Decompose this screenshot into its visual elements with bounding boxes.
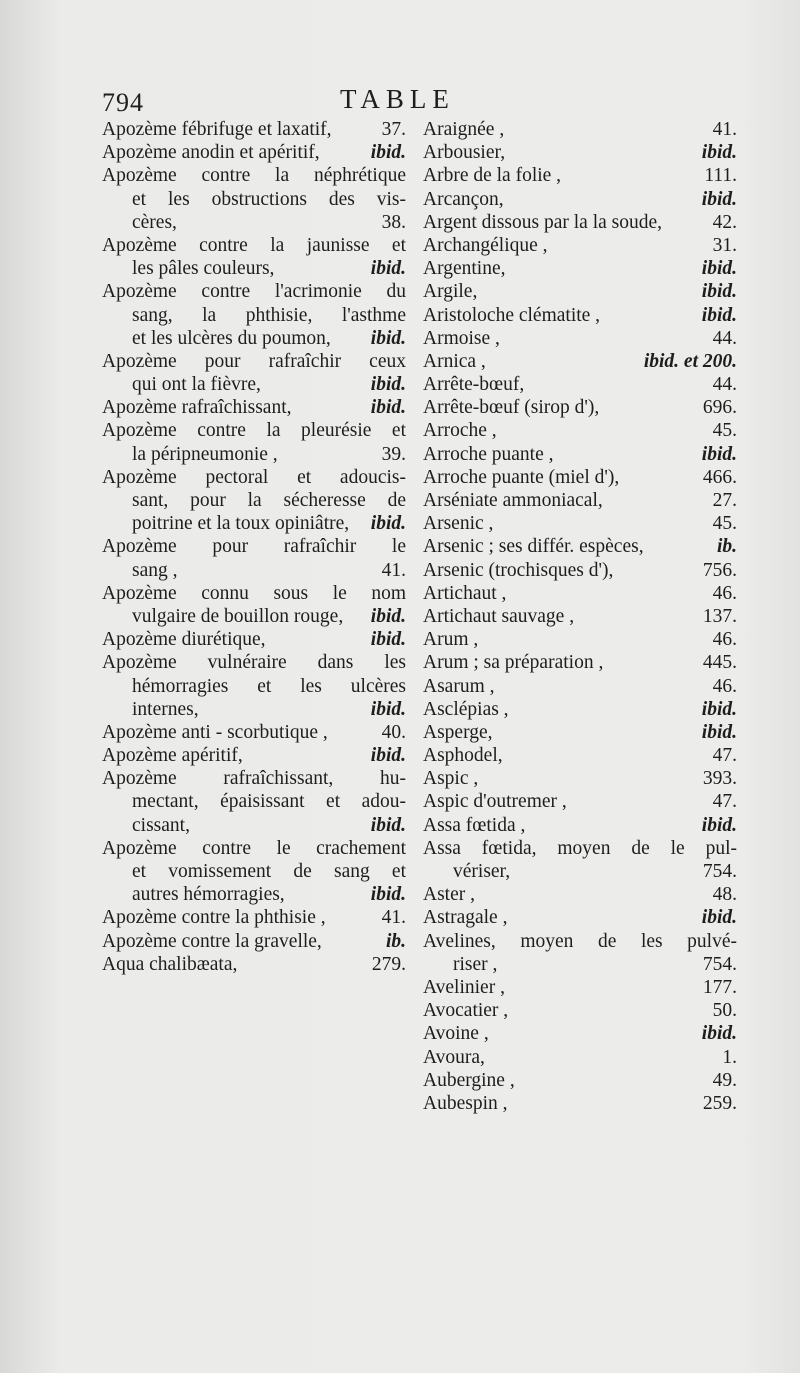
page-number: 794 (102, 88, 144, 117)
index-entry (423, 1092, 737, 1115)
entry-text: Arrête-bœuf (sirop d'), (423, 397, 600, 419)
index-entry (423, 466, 737, 489)
index-entry (423, 141, 737, 164)
index-entry (423, 280, 737, 303)
entry-text: Apozème rafraîchissant, (102, 397, 292, 419)
index-entry (423, 1069, 737, 1092)
index-entry (102, 721, 406, 744)
page-reference: 46. (712, 675, 737, 697)
entry-text: cissant, (132, 814, 190, 836)
entry-text: Avelines, moyen de les pulvé- (423, 930, 737, 952)
entry-text: sang , (132, 559, 178, 581)
entry-text: Aspic , (423, 768, 479, 790)
index-entry (102, 350, 406, 396)
index-entry (423, 814, 737, 837)
page-reference: ibid. (370, 745, 406, 767)
index-entry (423, 304, 737, 327)
entry-text: Apozème diurétique, (102, 629, 266, 651)
page-reference: 38. (381, 211, 406, 233)
entry-text: Aubergine , (423, 1069, 515, 1091)
page-reference: ibid. (701, 907, 737, 929)
page-reference: ibid. (701, 721, 737, 743)
index-entry (102, 141, 406, 164)
entry-text: vulgaire de bouillon rouge, (132, 605, 344, 627)
page-reference: 259. (702, 1092, 737, 1114)
entry-text: Archangélique , (423, 234, 548, 256)
entry-text: Arum ; sa préparation , (423, 652, 604, 674)
index-entry (423, 767, 737, 790)
index-entry (423, 443, 737, 466)
index-entry (102, 164, 406, 234)
index-entry (102, 930, 406, 953)
entry-text: Argile, (423, 281, 478, 303)
entry-text: Assa fœtida, moyen de le pul- (423, 837, 737, 859)
page-reference: 177. (702, 976, 737, 998)
page-reference: ibid. (370, 605, 406, 627)
page-reference: 27. (712, 490, 737, 511)
entry-text: Apozème pour rafraîchir le (102, 536, 406, 558)
page-reference: 40. (381, 721, 406, 743)
entry-text: Arcançon, (423, 188, 504, 210)
page-reference: ibid. (701, 281, 737, 303)
entry-text: Avelinier , (423, 976, 505, 998)
entry-text: Arséniate ammoniacal, (423, 490, 603, 511)
entry-text: Artichaut sauvage , (423, 605, 575, 627)
page-reference: 393. (702, 768, 737, 790)
index-entry (102, 906, 406, 929)
entry-text: Apozème contre la phthisie , (102, 907, 326, 929)
index-column-left (102, 118, 406, 976)
index-entry (102, 628, 406, 651)
entry-text: Apozème contre le crachement (102, 837, 406, 859)
index-entry (423, 164, 737, 187)
page-reference: 31. (712, 234, 737, 256)
entry-text: Arrête-bœuf, (423, 374, 525, 396)
index-entry (423, 350, 737, 373)
entry-text: Apozème contre la néphrétique (102, 165, 406, 187)
page-reference: 47. (712, 791, 737, 813)
index-entry (423, 535, 737, 558)
entry-text: Arsenic ; ses différ. espèces, (423, 536, 644, 558)
index-entry (423, 906, 737, 929)
entry-text: Arsenic (trochisques d'), (423, 559, 614, 581)
page-reference: 42. (712, 211, 737, 233)
entry-text: Astragale , (423, 907, 508, 929)
page-reference: 47. (712, 745, 737, 767)
index-entry (102, 118, 406, 141)
page-reference: 696. (702, 397, 737, 419)
index-entry (102, 651, 406, 721)
index-entry (423, 512, 737, 535)
index-entry (423, 327, 737, 350)
index-entry (102, 396, 406, 419)
entry-text: Apozème contre la gravelle, (102, 930, 322, 952)
page-reference: ibid. (701, 258, 737, 280)
page-reference: 44. (712, 327, 737, 349)
index-entry (423, 790, 737, 813)
entry-text: et les ulcères du poumon, (132, 327, 331, 349)
page-reference: 41. (381, 907, 406, 929)
entry-text: Asperge, (423, 721, 493, 743)
entry-text: Arsenic , (423, 513, 494, 535)
page-reference: 111. (704, 165, 737, 187)
index-entry (423, 118, 737, 141)
page-reference: 279. (371, 953, 406, 975)
index-entry (102, 535, 406, 581)
index-entry (102, 466, 406, 536)
page-reference: 39. (381, 443, 406, 465)
entry-text: Arroche puante (miel d'), (423, 466, 620, 488)
page-reference: 45. (712, 420, 737, 442)
page-reference: 41. (712, 119, 737, 140)
page-reference: ibid. (370, 629, 406, 651)
entry-text: qui ont la fièvre, (132, 374, 261, 396)
page-reference: ib. (716, 536, 737, 558)
entry-text: Arnica , (423, 350, 486, 372)
index-entry (423, 582, 737, 605)
page-reference: 37. (381, 119, 406, 140)
entry-text: Apozème fébrifuge et laxatif, (102, 119, 332, 140)
page-reference: 466. (702, 466, 737, 488)
index-entry (423, 721, 737, 744)
index-column-right (423, 118, 737, 1115)
index-entry (102, 953, 406, 976)
page-reference: ib. (385, 930, 406, 952)
page-reference: ibid. (370, 258, 406, 280)
entry-text: Arbousier, (423, 142, 506, 164)
entry-text: Apozème contre la jaunisse et (102, 234, 406, 256)
index-entry (423, 698, 737, 721)
page-reference: ibid. (370, 327, 406, 349)
entry-text: Apozème rafraîchissant, hu- (102, 768, 406, 790)
entry-text: hémorragies et les ulcères (132, 675, 406, 697)
entry-text: Arroche , (423, 420, 497, 442)
entry-text: Arroche puante , (423, 443, 554, 465)
page-reference: ibid. (701, 304, 737, 326)
entry-text: Apozème connu sous le nom (102, 582, 406, 604)
entry-text: mectant, épaisissant et adou- (132, 791, 406, 813)
entry-text: Armoise , (423, 327, 500, 349)
entry-text: vériser, (453, 861, 511, 882)
page-reference: ibid. (701, 1023, 737, 1045)
page-reference: 41. (381, 559, 406, 581)
page-reference: ibid. (370, 884, 406, 906)
index-entry (423, 999, 737, 1022)
index-entry (423, 396, 737, 419)
entry-text: la péripneumonie , (132, 443, 278, 465)
index-entry (102, 234, 406, 280)
entry-text: Assa fœtida , (423, 814, 526, 836)
index-entry (423, 675, 737, 698)
entry-text: autres hémorragies, (132, 884, 285, 906)
entry-text: Arum , (423, 629, 479, 651)
entry-text: Apozème contre la pleurésie et (102, 420, 406, 442)
page-reference: ibid. (370, 142, 406, 164)
page-reference: ibid. (701, 188, 737, 210)
index-entry (423, 1046, 737, 1069)
index-entry (423, 837, 737, 883)
page-reference: 754. (702, 861, 737, 882)
index-entry (423, 419, 737, 442)
entry-text: Avoine , (423, 1023, 489, 1045)
index-entry (423, 373, 737, 396)
index-entry (423, 257, 737, 280)
page-reference: 1. (722, 1046, 737, 1068)
index-entry (423, 489, 737, 512)
page-reference: ibid. et 200. (643, 350, 737, 372)
entry-text: Argent dissous par la la soude, (423, 211, 663, 233)
page-reference: 44. (712, 374, 737, 396)
page-reference: ibid. (370, 513, 406, 535)
entry-text: Artichaut , (423, 582, 507, 604)
index-entry (102, 582, 406, 628)
page-reference: 137. (702, 605, 737, 627)
entry-text: Avoura, (423, 1046, 485, 1068)
index-entry (423, 628, 737, 651)
entry-text: Aqua chalibæata, (102, 953, 238, 975)
index-entry (102, 419, 406, 465)
page-header (100, 82, 740, 122)
page-reference: ibid. (701, 443, 737, 465)
page-reference: ibid. (701, 814, 737, 836)
entry-text: Arbre de la folie , (423, 165, 562, 187)
index-entry (423, 883, 737, 906)
entry-text: Asclépias , (423, 698, 509, 720)
entry-text: Aristoloche clématite , (423, 304, 601, 326)
entry-text: internes, (132, 698, 199, 720)
index-entry (102, 744, 406, 767)
entry-text: sant, pour la sécheresse de (132, 490, 406, 511)
entry-text: Apozème pectoral et adoucis- (102, 466, 406, 488)
entry-text: Aspic d'outremer , (423, 791, 567, 813)
index-entry (423, 744, 737, 767)
entry-text: les pâles couleurs, (132, 258, 275, 280)
page-reference: ibid. (701, 698, 737, 720)
entry-text: Avocatier , (423, 1000, 509, 1022)
entry-text: Argentine, (423, 258, 506, 280)
page-reference: 754. (702, 953, 737, 975)
entry-text: et les obstructions des vis- (132, 188, 406, 210)
running-title: TABLE (340, 84, 455, 114)
page-reference: ibid. (370, 698, 406, 720)
page-reference: 46. (712, 582, 737, 604)
index-entry (423, 976, 737, 999)
index-entry (423, 651, 737, 674)
entry-text: Araignée , (423, 119, 505, 140)
page-reference: ibid. (370, 814, 406, 836)
page-reference: 445. (702, 652, 737, 674)
entry-text: Asphodel, (423, 745, 503, 767)
index-entry (423, 188, 737, 211)
index-entry (423, 211, 737, 234)
entry-text: et vomissement de sang et (132, 861, 406, 882)
entry-text: Aster , (423, 884, 475, 906)
index-entry (423, 1022, 737, 1045)
entry-text: Apozème anti - scorbutique , (102, 721, 328, 743)
page-reference: ibid. (370, 374, 406, 396)
index-entry (102, 837, 406, 907)
page-reference: 756. (702, 559, 737, 581)
index-entry (423, 234, 737, 257)
page-reference: ibid. (701, 142, 737, 164)
entry-text: riser , (453, 953, 498, 975)
index-entry (423, 605, 737, 628)
index-entry (423, 559, 737, 582)
entry-text: sang, la phthisie, l'asthme (132, 304, 406, 326)
entry-text: Aubespin , (423, 1092, 508, 1114)
entry-text: poitrine et la toux opiniâtre, (132, 513, 350, 535)
index-entry (102, 767, 406, 837)
entry-text: Apozème apéritif, (102, 745, 243, 767)
entry-text: Apozème vulnéraire dans les (102, 652, 406, 674)
page-reference: ibid. (370, 397, 406, 419)
entry-text: cères, (132, 211, 177, 233)
page-reference: 46. (712, 629, 737, 651)
page-reference: 49. (712, 1069, 737, 1091)
entry-text: Asarum , (423, 675, 495, 697)
entry-text: Apozème anodin et apéritif, (102, 142, 320, 164)
index-entry (102, 280, 406, 350)
page-reference: 45. (712, 513, 737, 535)
entry-text: Apozème contre l'acrimonie du (102, 281, 406, 303)
page-reference: 50. (712, 1000, 737, 1022)
page-reference: 48. (712, 884, 737, 906)
index-entry (423, 930, 737, 976)
entry-text: Apozème pour rafraîchir ceux (102, 350, 406, 372)
